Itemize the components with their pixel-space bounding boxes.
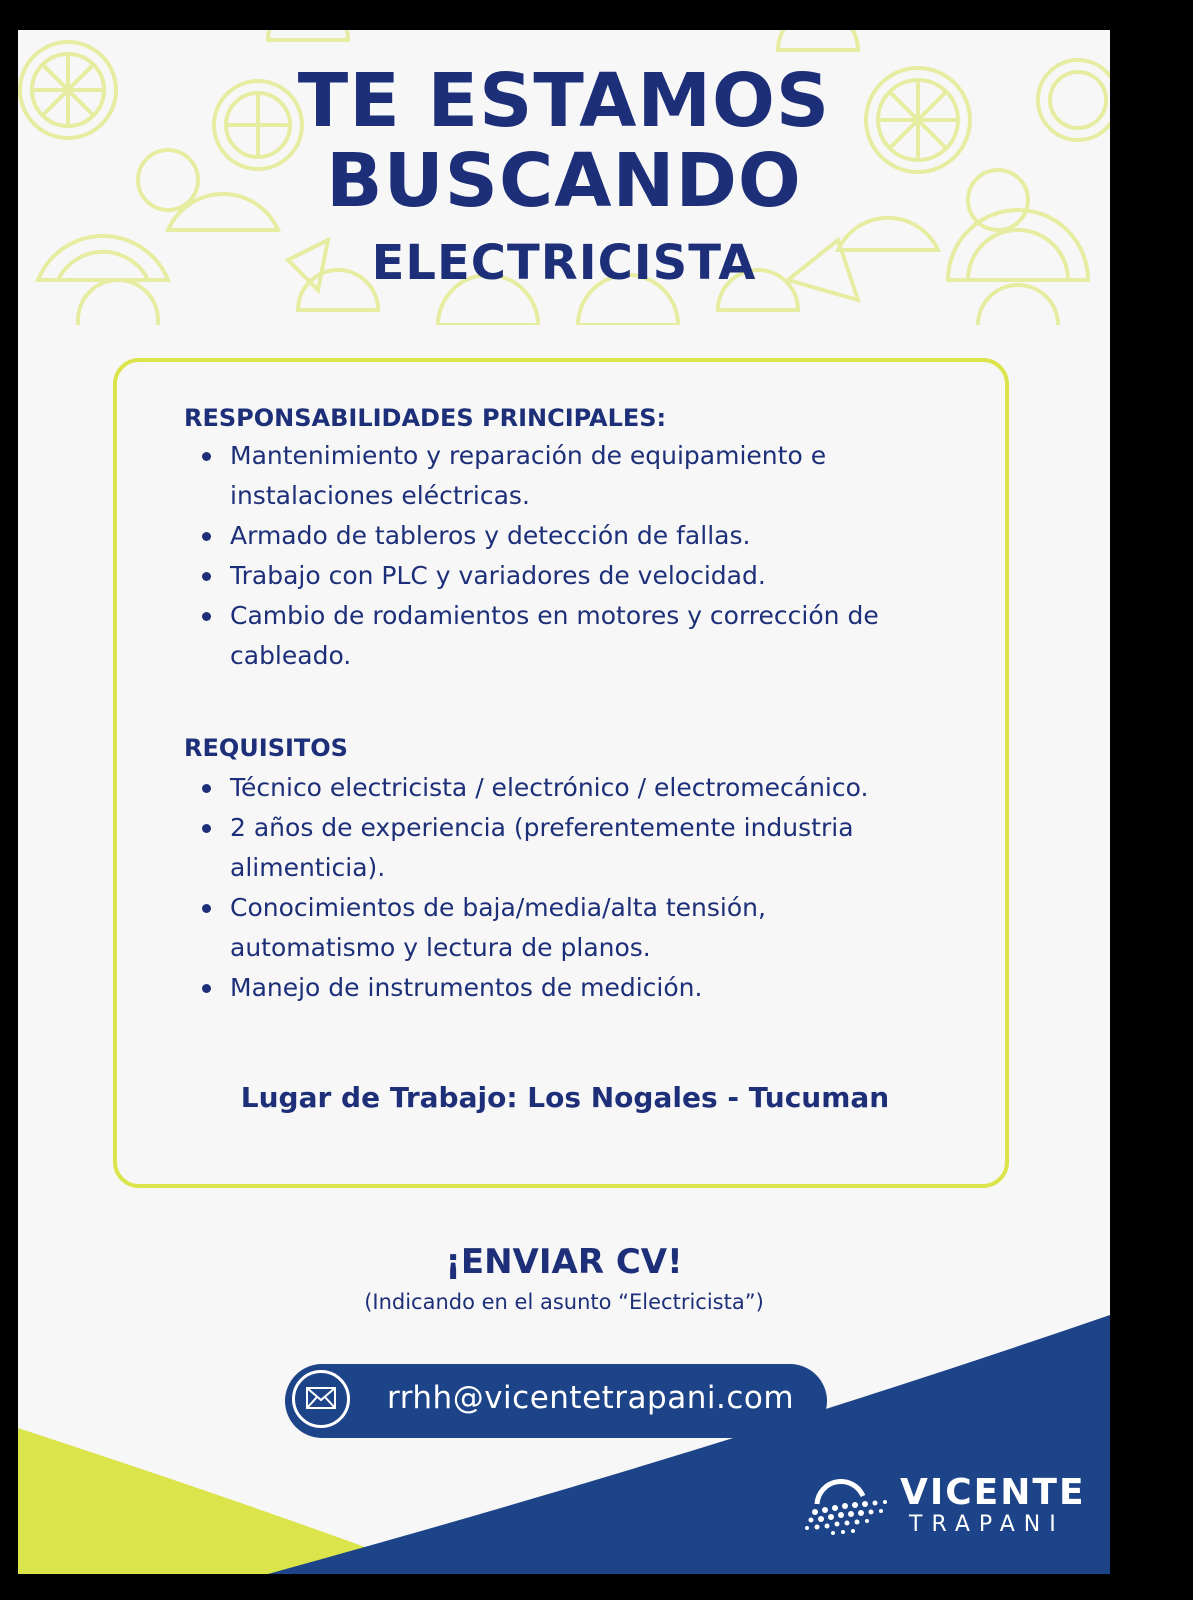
position-title: ELECTRICISTA — [371, 235, 757, 291]
responsibilities-heading: RESPONSABILIDADES PRINCIPALES: — [184, 404, 667, 432]
logo-sphere-icon — [805, 1476, 895, 1536]
list-item: Conocimientos de baja/media/alta tensión, automatismo y lectura de planos. — [184, 888, 904, 968]
list-item: 2 años de experiencia (preferentemente industria alimenticia). — [184, 808, 904, 888]
brand-name-line-1: VICENTE — [900, 1472, 1086, 1513]
headline-line-2: BUSCANDO — [326, 138, 802, 224]
list-item: Trabajo con PLC y variadores de velocidad. — [184, 556, 904, 596]
list-item: Técnico electricista / electrónico / electromecánico. — [184, 768, 904, 808]
list-item: Cambio de rodamientos en motores y corrección de cableado. — [184, 596, 904, 676]
headline-line-1: TE ESTAMOS — [297, 58, 831, 144]
requirements-heading: REQUISITOS — [184, 734, 348, 762]
work-location: Lugar de Trabajo: Los Nogales - Tucuman — [240, 1081, 890, 1114]
email-address[interactable]: rrhh@vicentetrapani.com — [387, 1380, 795, 1416]
brand-name-line-2: TRAPANI — [909, 1512, 1065, 1537]
company-logo — [805, 1470, 1095, 1540]
send-cv-subtitle: (Indicando en el asunto “Electricista”) — [364, 1290, 764, 1314]
footer-wave — [18, 30, 1110, 1574]
email-contact-button[interactable] — [285, 1364, 827, 1438]
list-item: Manejo de instrumentos de medición. — [184, 968, 904, 1008]
job-poster — [18, 30, 1110, 1574]
mail-icon — [292, 1370, 350, 1428]
list-item: Mantenimiento y reparación de equipamiento e instalaciones eléctricas. — [184, 436, 904, 516]
send-cv-heading: ¡ENVIAR CV! — [445, 1242, 683, 1282]
list-item: Armado de tableros y detección de fallas. — [184, 516, 904, 556]
